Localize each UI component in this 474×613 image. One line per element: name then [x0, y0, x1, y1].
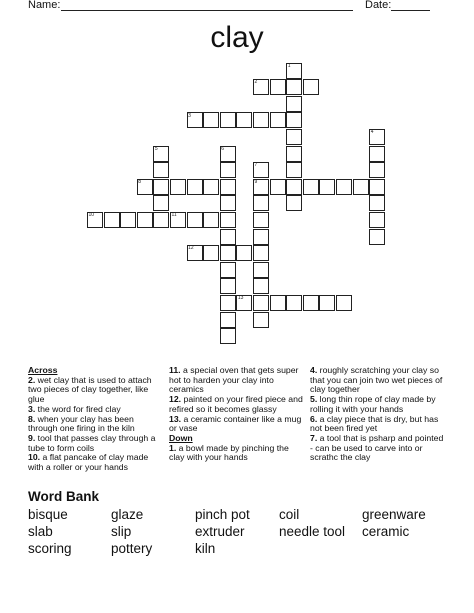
grid-cell[interactable]: [236, 295, 252, 311]
clue-number-2: 2: [254, 79, 258, 86]
grid-cell[interactable]: [253, 79, 269, 95]
clue-across-11: 11. a special oven that gets super hot to harden your clay into ceramics: [169, 365, 299, 395]
word-bank-word: kiln: [195, 541, 216, 556]
grid-cell[interactable]: [187, 245, 203, 261]
grid-cell[interactable]: [286, 295, 302, 311]
grid-cell[interactable]: [120, 212, 136, 228]
grid-cell[interactable]: [220, 179, 236, 195]
name-label: Name:: [28, 0, 61, 11]
grid-cell[interactable]: [137, 212, 153, 228]
word-bank-word: glaze: [111, 507, 144, 522]
grid-cell[interactable]: [187, 212, 203, 228]
clue-down-7: 7. a tool that is psharp and pointed - can be used to carve into or scrathc the clay: [310, 432, 444, 463]
grid-cell[interactable]: [353, 179, 369, 195]
grid-cell[interactable]: [270, 112, 286, 128]
clue-number-13: 13: [237, 295, 244, 302]
grid-cell[interactable]: [153, 162, 169, 178]
word-bank-word: greenware: [362, 507, 426, 522]
grid-cell[interactable]: [303, 295, 319, 311]
clue-number-6: 6: [221, 145, 225, 152]
grid-cell[interactable]: [104, 212, 120, 228]
word-bank-title: Word Bank: [28, 489, 100, 504]
clue-number-10: 10: [88, 212, 95, 219]
clue-down-1: 1. a bowl made by pinching the clay with your hands: [169, 442, 289, 463]
grid-cell[interactable]: [220, 229, 236, 245]
grid-cell[interactable]: [203, 245, 219, 261]
clue-across-3: 3. the word for fired clay: [28, 403, 121, 414]
grid-cell[interactable]: [286, 79, 302, 95]
down-heading: Down: [169, 432, 193, 443]
clues-column-1: [28, 366, 164, 473]
clue-number-3: 3: [188, 112, 191, 119]
grid-cell[interactable]: [153, 179, 169, 195]
grid-cell[interactable]: [253, 195, 269, 211]
clue-number-9: 9: [254, 178, 258, 185]
word-bank-word: pinch pot: [195, 507, 250, 522]
word-bank-word: pottery: [111, 541, 153, 556]
word-bank-word: slip: [111, 524, 132, 539]
grid-cell[interactable]: [336, 295, 352, 311]
grid-cell[interactable]: [369, 162, 385, 178]
date-field[interactable]: [391, 10, 430, 11]
grid-cell[interactable]: [220, 212, 236, 228]
clue-number-12: 12: [188, 245, 194, 252]
grid-cell[interactable]: [220, 262, 236, 278]
word-bank-word: ceramic: [362, 524, 410, 539]
page-title: clay: [210, 21, 264, 54]
grid-cell[interactable]: [253, 162, 269, 178]
grid-cell[interactable]: [253, 212, 269, 228]
grid-cell[interactable]: [220, 278, 236, 294]
word-bank-word: extruder: [195, 524, 245, 539]
grid-cell[interactable]: [286, 179, 302, 195]
grid-cell[interactable]: [220, 146, 236, 162]
grid-cell[interactable]: [270, 295, 286, 311]
word-bank-word: coil: [279, 507, 300, 522]
grid-cell[interactable]: [286, 112, 302, 128]
grid-cell[interactable]: [369, 195, 385, 211]
grid-cell[interactable]: [187, 179, 203, 195]
grid-cell[interactable]: [253, 245, 269, 261]
worksheet-header: [0, 0, 474, 14]
grid-cell[interactable]: [220, 195, 236, 211]
grid-cell[interactable]: [253, 295, 269, 311]
grid-cell[interactable]: [220, 245, 236, 261]
grid-cell[interactable]: [137, 179, 153, 195]
clues-column-2: [169, 366, 305, 463]
grid-cell[interactable]: [286, 162, 302, 178]
grid-cell[interactable]: [187, 112, 203, 128]
grid-cell[interactable]: [203, 179, 219, 195]
grid-cell[interactable]: [369, 146, 385, 162]
word-bank-word: needle tool: [279, 524, 346, 539]
clue-across-12: 12. painted on your fired piece and refired so it becomes glassy: [169, 394, 303, 414]
grid-cell[interactable]: [203, 112, 219, 128]
clue-down-5: 5. long thin rope of clay made by rolling it with your hands: [310, 394, 436, 414]
clue-across-2: 2. wet clay that is used to attach two pieces of clay together, like glue: [28, 374, 152, 405]
grid-cell[interactable]: [336, 179, 352, 195]
grid-cell[interactable]: [203, 212, 219, 228]
grid-cell[interactable]: [236, 245, 252, 261]
grid-cell[interactable]: [319, 295, 335, 311]
clue-down-4: 4. roughly scratching your clay so that you can join two wet pieces of clay together: [310, 365, 443, 395]
grid-cell[interactable]: [286, 129, 302, 145]
grid-cell[interactable]: [253, 179, 269, 195]
grid-cell[interactable]: [253, 229, 269, 245]
grid-cell[interactable]: [170, 212, 186, 228]
grid-cell[interactable]: [253, 278, 269, 294]
grid-cell[interactable]: [153, 146, 169, 162]
grid-cell[interactable]: [270, 179, 286, 195]
clue-across-8: 8. when your clay has been through one firing in the kiln: [28, 413, 135, 434]
grid-cell[interactable]: [286, 146, 302, 162]
grid-cell[interactable]: [220, 162, 236, 178]
grid-cell[interactable]: [220, 112, 236, 128]
grid-cell[interactable]: [220, 295, 236, 311]
clues-column-3: [310, 366, 448, 463]
grid-cell[interactable]: [270, 79, 286, 95]
grid-cell[interactable]: [369, 129, 385, 145]
grid-cell[interactable]: [369, 179, 385, 195]
clue-number-8: 8: [138, 178, 142, 185]
clue-number-1: 1: [287, 62, 291, 69]
grid-cell[interactable]: [220, 312, 236, 328]
clue-number-11: 11: [171, 212, 177, 219]
clue-number-5: 5: [154, 145, 158, 152]
grid-cell[interactable]: [170, 179, 186, 195]
grid-cell[interactable]: [303, 179, 319, 195]
across-heading: Across: [28, 365, 58, 375]
grid-cell[interactable]: [253, 262, 269, 278]
grid-cell[interactable]: [87, 212, 103, 228]
grid-cell[interactable]: [319, 179, 335, 195]
name-field[interactable]: [61, 10, 353, 11]
word-bank-word: scoring: [28, 541, 72, 556]
grid-cell[interactable]: [153, 212, 169, 228]
word-bank-word: slab: [28, 524, 53, 539]
grid-cell[interactable]: [253, 112, 269, 128]
clue-across-9: 9. tool that passes clay through a tube to form coils: [28, 432, 156, 453]
clue-number-4: 4: [370, 129, 374, 136]
clue-across-10: 10. a flat pancake of clay made with a roller or your hands: [28, 452, 149, 473]
grid-cell[interactable]: [153, 195, 169, 211]
grid-cell[interactable]: [286, 195, 302, 211]
grid-cell[interactable]: [220, 328, 236, 344]
word-bank-word: bisque: [28, 507, 68, 522]
clue-number-7: 7: [254, 162, 258, 169]
clue-down-6: 6. a clay piece that is dry, but has not been fired yet: [310, 413, 439, 434]
grid-cell[interactable]: [286, 96, 302, 112]
grid-cell[interactable]: [286, 63, 302, 79]
grid-cell[interactable]: [236, 112, 252, 128]
clue-across-13: 13. a ceramic container like a mug or vase: [169, 413, 302, 434]
date-label: Date:: [365, 0, 392, 11]
grid-cell[interactable]: [369, 212, 385, 228]
grid-cell[interactable]: [303, 79, 319, 95]
grid-cell[interactable]: [253, 312, 269, 328]
grid-cell[interactable]: [369, 229, 385, 245]
